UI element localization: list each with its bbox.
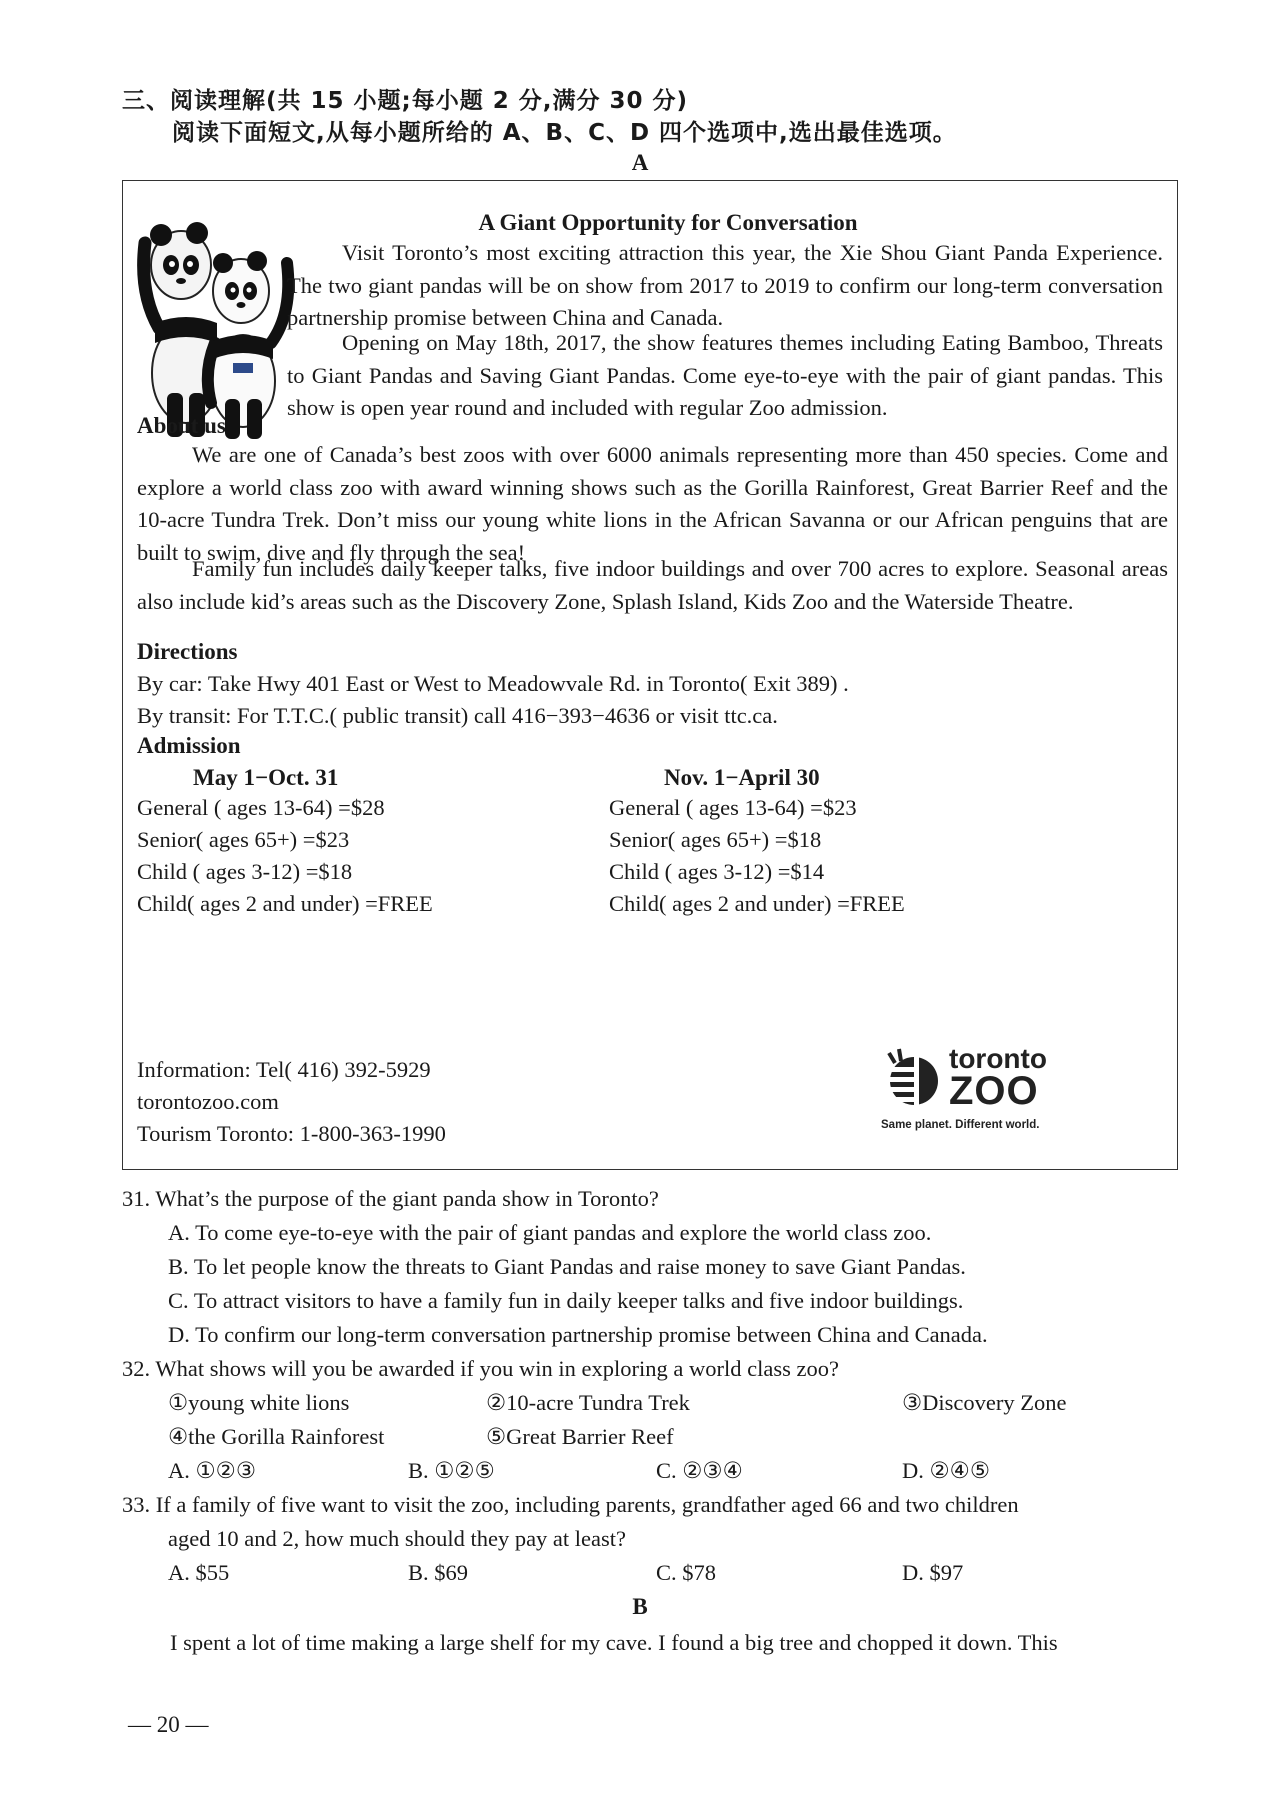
q32-item: ③Discovery Zone — [902, 1390, 1067, 1415]
directions-transit: By transit: For T.T.C.( public transit) call 416−393−4636 or visit ttc.ca. — [137, 703, 778, 728]
season1-price-line: Senior( ages 65+) =$23 — [137, 827, 350, 852]
passage-b-label: B — [632, 1594, 648, 1619]
passage-a-label: A — [631, 150, 649, 175]
q32-option-b: B. ①②⑤ — [408, 1458, 495, 1483]
season2-price-line: Child ( ages 3-12) =$14 — [609, 859, 825, 884]
season1-price-line: Child ( ages 3-12) =$18 — [137, 859, 353, 884]
q32-option-a: A. ①②③ — [168, 1458, 257, 1483]
logo-text-zoo: ZOO — [949, 1069, 1039, 1113]
logo-tagline: Same planet. Different world. — [881, 1119, 1040, 1131]
passage-a-box — [122, 180, 1178, 1170]
about-heading: About us — [137, 413, 226, 438]
section-instruction: 阅读下面短文,从每小题所给的 A、B、C、D 四个选项中,选出最佳选项。 — [172, 120, 957, 146]
intro-paragraph-1: Visit Toronto’s most exciting attraction this year, the Xie Shou Giant Panda Experience. The two giant pandas will be on show from 2017 to 2019 to confirm our long-term conversation partnership promise between China and Canada. — [287, 240, 1163, 330]
season2-price-line: General ( ages 13-64) =$23 — [609, 795, 857, 820]
q33-option-c: C. $78 — [656, 1560, 717, 1585]
season2-heading: Nov. 1−April 30 — [664, 765, 820, 790]
passage-b-line: I spent a lot of time making a large shelf for my cave. I found a big tree and chopped it down. This — [170, 1630, 1058, 1655]
season2-price-line: Child( ages 2 and under) =FREE — [609, 891, 905, 916]
q31-option-d: D. To confirm our long-term conversation partnership promise between China and Canada. — [168, 1322, 988, 1347]
panda-mascots-image — [131, 203, 301, 443]
info-tourism: Tourism Toronto: 1-800-363-1990 — [137, 1121, 446, 1146]
logo-text-toronto: toronto — [949, 1043, 1047, 1074]
q32-option-d: D. ②④⑤ — [902, 1458, 991, 1483]
q33-stem: 33. If a family of five want to visit the zoo, including parents, grandfather aged 66 and two children — [122, 1492, 1019, 1517]
q32-item: ①young white lions — [168, 1390, 350, 1415]
q32-stem: 32. What shows will you be awarded if you win in exploring a world class zoo? — [122, 1356, 839, 1381]
zoo-emblem-icon — [881, 1047, 943, 1113]
section-title: 三、阅读理解(共 15 小题;每小题 2 分,满分 30 分) — [122, 88, 689, 114]
season2-price-line: Senior( ages 65+) =$18 — [609, 827, 822, 852]
q33-option-d: D. $97 — [902, 1560, 964, 1585]
info-website: torontozoo.com — [137, 1089, 279, 1114]
q32-item: ④the Gorilla Rainforest — [168, 1424, 385, 1449]
season1-heading: May 1−Oct. 31 — [193, 765, 339, 790]
toronto-zoo-logo — [881, 1043, 1081, 1133]
q31-option-b: B. To let people know the threats to Giant Pandas and raise money to save Giant Pandas. — [168, 1254, 966, 1279]
q31-option-a: A. To come eye-to-eye with the pair of giant pandas and explore the world class zoo. — [168, 1220, 932, 1245]
about-paragraph-2: Family fun includes daily keeper talks, five indoor buildings and over 700 acres to explore. Seasonal areas also include kid’s areas such as the Discovery Zone, Splash Island, Kids Zoo and the Waterside Theatre. — [137, 556, 1168, 614]
q32-item: ⑤Great Barrier Reef — [486, 1424, 674, 1449]
admission-heading: Admission — [137, 733, 241, 758]
q33-option-b: B. $69 — [408, 1560, 469, 1585]
page-number: — 20 — — [128, 1712, 209, 1737]
q33-option-a: A. $55 — [168, 1560, 230, 1585]
season1-price-line: Child( ages 2 and under) =FREE — [137, 891, 433, 916]
q31-option-c: C. To attract visitors to have a family fun in daily keeper talks and five indoor buildings. — [168, 1288, 964, 1313]
q32-item: ②10-acre Tundra Trek — [486, 1390, 690, 1415]
intro-paragraph-2: Opening on May 18th, 2017, the show features themes including Eating Bamboo, Threats to Giant Pandas and Saving Giant Pandas. Come eye-to-eye with the pair of giant pandas. This show is open year round and included with regular Zoo admission. — [287, 330, 1163, 420]
season1-price-line: General ( ages 13-64) =$28 — [137, 795, 385, 820]
ad-title: A Giant Opportunity for Conversation — [478, 210, 858, 235]
directions-car: By car: Take Hwy 401 East or West to Meadowvale Rd. in Toronto( Exit 389) . — [137, 671, 849, 696]
directions-heading: Directions — [137, 639, 238, 664]
q31-stem: 31. What’s the purpose of the giant panda show in Toronto? — [122, 1186, 659, 1211]
info-phone: Information: Tel( 416) 392-5929 — [137, 1057, 431, 1082]
q33-stem-cont: aged 10 and 2, how much should they pay at least? — [168, 1526, 627, 1551]
q32-option-c: C. ②③④ — [656, 1458, 743, 1483]
about-paragraph-1: We are one of Canada’s best zoos with over 6000 animals representing more than 450 species. Come and explore a world class zoo with award winning shows such as the Gorilla Rainforest, Great Barrier Reef and the 10-acre Tundra Trek. Don’t miss our young white lions in the African Savanna or our African penguins that are built to swim, dive and fly through the sea! — [137, 442, 1168, 565]
